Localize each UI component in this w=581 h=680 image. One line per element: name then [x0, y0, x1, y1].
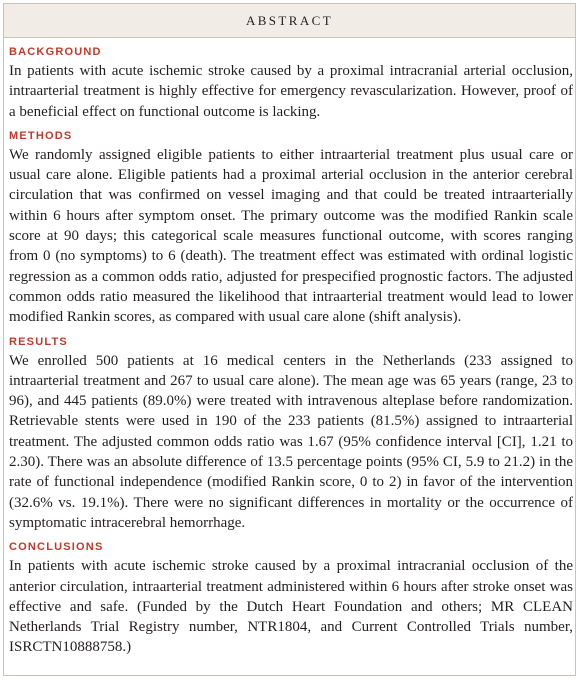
section-background [9, 45, 573, 122]
section-conclusions [9, 540, 573, 657]
abstract-title: ABSTRACT [245, 12, 334, 28]
section-heading: BACKGROUND [9, 46, 102, 58]
abstract-header [4, 4, 575, 38]
abstract-panel [3, 3, 576, 676]
section-heading: METHODS [9, 129, 73, 142]
section-body: In patients with acute ischemic stroke caused by a proximal intracranial occlusion of the anterior circulation, intraarterial treatment administered within 6 hours after stroke onset was effective and safe. (Funded by the Dutch Heart Foundation and others; MR CLEAN Netherlands Trial Registry number, NTR1804, and Current Controlled Trials number, ISRCTN10888758.) [9, 558, 573, 656]
section-heading: RESULTS [9, 335, 68, 348]
section-body: We enrolled 500 patients at 16 medical centers in the Netherlands (233 assigned to intraarterial treatment and 267 to usual care alone). The mean age was 65 years (range, 23 to 96), and 445 patients (89.0%) were treated with intravenous alteplase before randomization. Retrievable stents were used in 190 of the 233 patients (81.5%) assigned to intraarterial treatment. The adjusted common odds ratio was 1.67 (95% confidence interval [CI], 1.21 to 2.30). There was an absolute difference of 13.5 percentage points (95% CI, 5.9 to 21.2) in the rate of functional independence (modified Rankin score, 0 to 2) in favor of the intervention (32.6% vs. 19.1%). There were no significant differences in mortality or the occurrence of symptomatic intracerebral hemorrhage. [9, 352, 573, 531]
section-methods [9, 129, 573, 328]
abstract-content [9, 45, 573, 665]
section-body: In patients with acute ischemic stroke caused by a proximal intracranial arterial occlusion, intraarterial treatment is highly effective for emergency revascularization. However, proof of a beneficial effect on functional outcome is lacking. [9, 63, 573, 120]
section-results [9, 335, 573, 534]
section-body: We randomly assigned eligible patients to either intraarterial treatment plus usual care or usual care alone. Eligible patients had a proximal arterial occlusion in the anterior cerebral circulation that was confirmed on vessel imaging and that could be treated intraarterially within 6 hours after symptom onset. The primary outcome was the modified Rankin scale score at 90 days; this categorical scale measures functional outcome, with scores ranging from 0 (no symptoms) to 6 (death). The treatment effect was estimated with ordinal logistic regression as a common odds ratio, adjusted for prespecified prognostic factors. The adjusted common odds ratio measured the likelihood that intraarterial treatment would lead to lower modified Rankin scores, as compared with usual care alone (shift analysis). [9, 146, 573, 326]
section-heading: CONCLUSIONS [9, 541, 104, 554]
